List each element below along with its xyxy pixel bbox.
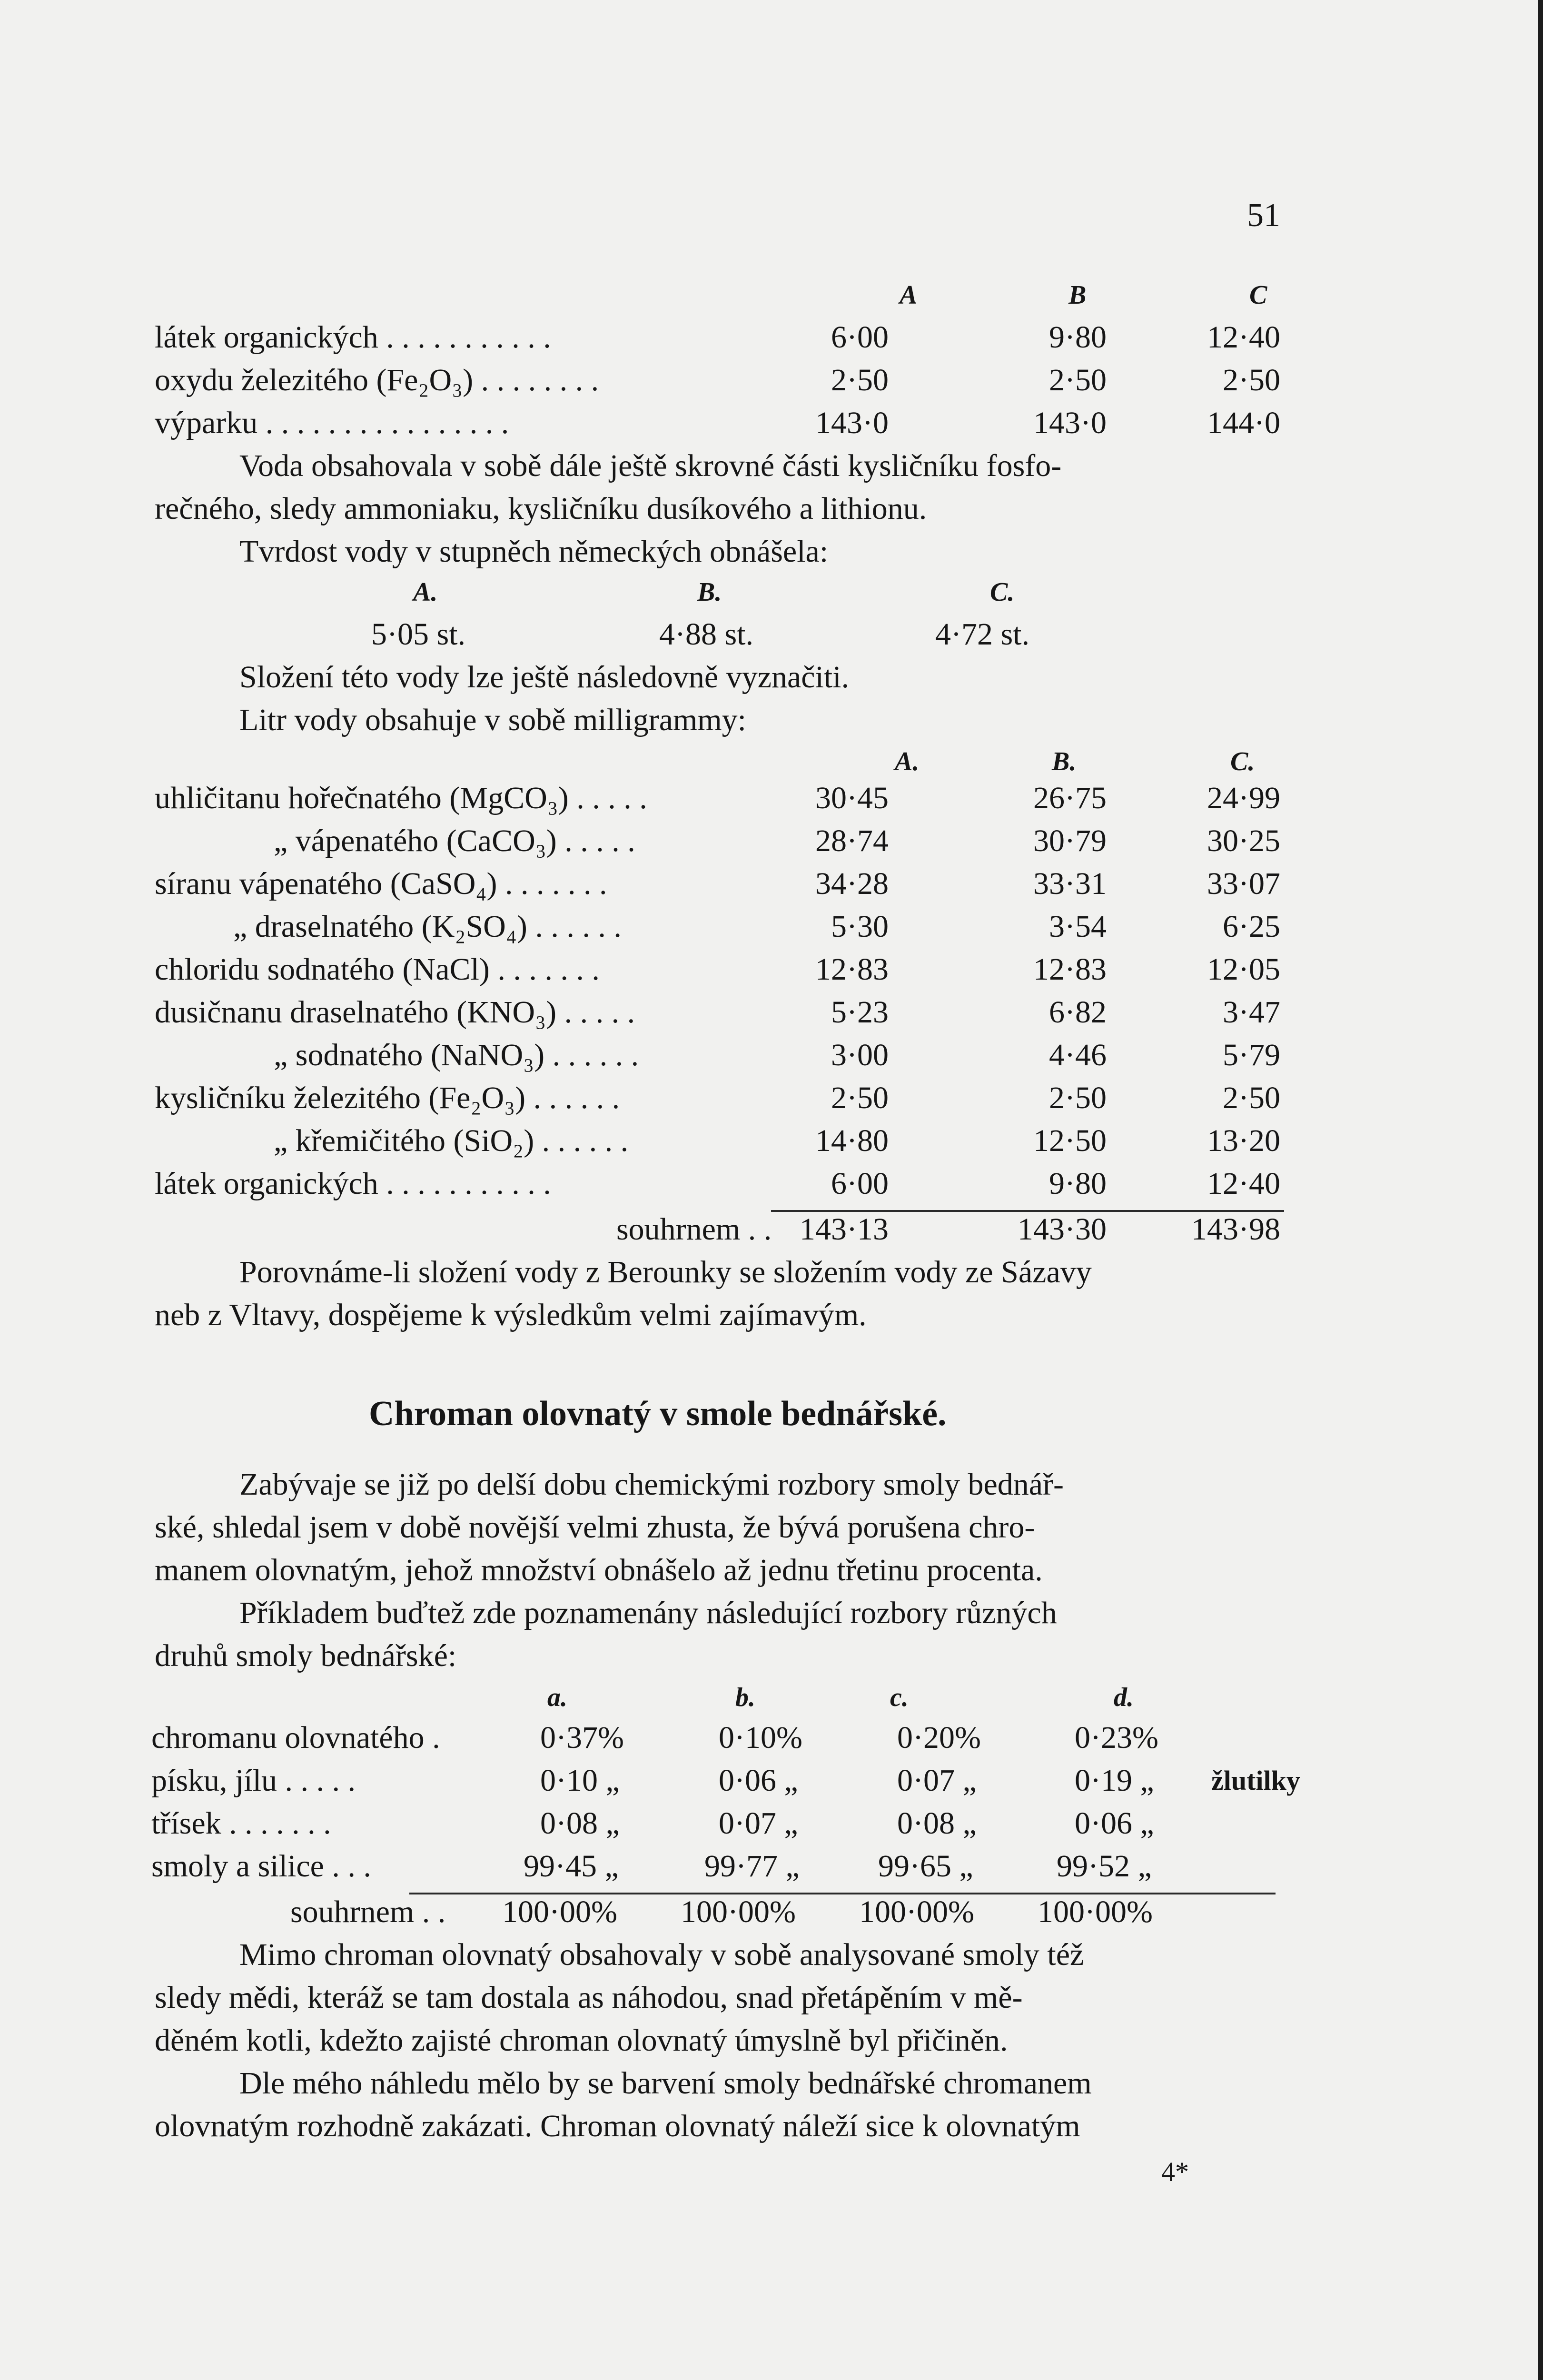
table-3-row-value-c: 0·07 „ xyxy=(897,1763,977,1798)
table-3-row-value-b: 0·10% xyxy=(719,1720,802,1755)
paragraph-line: olovnatým rozhodně zakázati. Chroman olovnatý náleží sice k olovnatým xyxy=(155,2109,1080,2143)
table-2-row-label: chloridu sodnatého (NaCl) . . . . . . . xyxy=(155,952,600,987)
table-3-row-value-a: 0·37% xyxy=(540,1720,624,1755)
table-3-row-value-d: 99·52 „ xyxy=(1057,1849,1152,1884)
table-2-row-label: „ křemičitého (SiO₂) . . . . . . xyxy=(274,1123,629,1158)
table-2-row-value-a: 6·00 xyxy=(831,1166,889,1201)
table-3-row-value-d: 0·06 „ xyxy=(1075,1806,1154,1841)
table-3-total-a: 100·00% xyxy=(502,1894,617,1929)
table-2-row-label: dusičnanu draselnatého (KNO₃) . . . . . xyxy=(155,995,635,1030)
table-2-row-label: „ draselnatého (K₂SO₄) . . . . . . xyxy=(233,909,622,944)
table-2-row-value-a: 28·74 xyxy=(815,823,889,858)
table-2-row-label: uhličitanu hořečnatého (MgCO₃) . . . . . xyxy=(155,781,647,815)
table-2-total-a: 143·13 xyxy=(800,1212,889,1247)
table-1-row-label: látek organických . . . . . . . . . . . xyxy=(155,320,551,355)
paragraph-line: sledy mědi, kteráž se tam dostala as náhodou, snad přetápěním v mě- xyxy=(155,1980,1023,2015)
table-2-row-value-c: 12·05 xyxy=(1207,952,1280,987)
table-2-row-value-c: 12·40 xyxy=(1207,1166,1280,1201)
table-1-row-value-c: 12·40 xyxy=(1207,320,1280,355)
table-3-row-value-c: 99·65 „ xyxy=(878,1849,973,1884)
table-2-row-value-b: 33·31 xyxy=(1033,866,1107,901)
paragraph-line: Dle mého náhledu mělo by se barvení smoly bednářské chromanem xyxy=(239,2066,1092,2101)
table-1-header-c: C xyxy=(1249,280,1267,310)
table-2-header-a: A. xyxy=(895,747,920,776)
table-2-row-value-b: 12·83 xyxy=(1033,952,1107,987)
table-2-row-value-a: 5·30 xyxy=(831,909,889,944)
table-2-row-value-a: 30·45 xyxy=(815,781,889,815)
table-2-row-value-b: 2·50 xyxy=(1049,1081,1107,1115)
table-3-row-label: smoly a silice . . . xyxy=(151,1849,371,1884)
hardness-value-b: 4·88 st. xyxy=(659,617,753,652)
table-3-row-label: chromanu olovnatého . xyxy=(151,1720,440,1755)
table-2-row-label: „ vápenatého (CaCO₃) . . . . . xyxy=(274,823,635,858)
table-1-row-value-a: 2·50 xyxy=(831,363,889,397)
table-1-row-label: oxydu železitého (Fe₂O₃) . . . . . . . . xyxy=(155,363,599,397)
paragraph-line: ské, shledal jsem v době novější velmi zhusta, že bývá porušena chro- xyxy=(155,1510,1035,1545)
table-2-row-value-c: 3·47 xyxy=(1223,995,1280,1030)
table-1-row-value-a: 143·0 xyxy=(815,406,889,440)
paragraph-line: Příkladem buďtež zde poznamenány následující rozbory různých xyxy=(239,1596,1057,1630)
table-2-row-label: látek organických . . . . . . . . . . . xyxy=(155,1166,551,1201)
paragraph-line: rečného, sledy ammoniaku, kysličníku dusíkového a lithionu. xyxy=(155,491,927,526)
table-2-total-label: souhrnem . . xyxy=(616,1212,772,1247)
table-2-row-value-b: 30·79 xyxy=(1033,823,1107,858)
table-1-row-value-c: 144·0 xyxy=(1207,406,1280,440)
table-2-row-value-b: 6·82 xyxy=(1049,995,1107,1030)
paragraph-line: Zabývaje se již po delší dobu chemickými rozbory smoly bednář- xyxy=(239,1467,1064,1502)
table-3-row-value-b: 0·06 „ xyxy=(719,1763,798,1798)
table-3-total-label: souhrnem . . xyxy=(290,1894,446,1929)
table-3-row-value-a: 0·08 „ xyxy=(540,1806,620,1841)
table-2-row-value-a: 2·50 xyxy=(831,1081,889,1115)
table-1-row-value-b: 2·50 xyxy=(1049,363,1107,397)
hardness-value-c: 4·72 st. xyxy=(935,617,1029,652)
table-3-header-d: d. xyxy=(1114,1683,1134,1712)
paragraph-line: druhů smoly bednářské: xyxy=(155,1638,457,1673)
table-1-row-value-c: 2·50 xyxy=(1223,363,1280,397)
table-1-header-b: B xyxy=(1068,280,1087,310)
table-3-row-value-a: 0·10 „ xyxy=(540,1763,620,1798)
table-3-row-value-c: 0·20% xyxy=(897,1720,981,1755)
composition-intro: Složení této vody lze ještě následovně vyznačiti. xyxy=(239,660,850,694)
table-2-row-value-c: 13·20 xyxy=(1207,1123,1280,1158)
table-2-row-label: „ sodnatého (NaNO₃) . . . . . . xyxy=(274,1038,639,1072)
table-3-header-c: c. xyxy=(890,1683,909,1712)
table-3-header-b: b. xyxy=(735,1683,755,1712)
paragraph-line: Voda obsahovala v sobě dále ještě skrovné části kysličníku fosfo- xyxy=(239,448,1062,483)
paragraph-line: Porovnáme-li složení vody z Berounky se složením vody ze Sázavy xyxy=(239,1255,1092,1289)
table-2-row-value-a: 14·80 xyxy=(815,1123,889,1158)
table-3-row-value-a: 99·45 „ xyxy=(524,1849,619,1884)
table-3-row-value-d: 0·23% xyxy=(1075,1720,1158,1755)
table-2-row-value-c: 2·50 xyxy=(1223,1081,1280,1115)
table-2-row-value-c: 5·79 xyxy=(1223,1038,1280,1072)
table-2-row-value-a: 3·00 xyxy=(831,1038,889,1072)
table-3-total-d: 100·00% xyxy=(1038,1894,1153,1929)
signature-mark: 4* xyxy=(1161,2156,1189,2187)
table-3-row-value-c: 0·08 „ xyxy=(897,1806,977,1841)
table-1-row-label: výparku . . . . . . . . . . . . . . . . xyxy=(155,406,509,440)
table-3-row-value-b: 99·77 „ xyxy=(704,1849,800,1884)
table-2-header-b: B. xyxy=(1052,747,1077,776)
table-2-row-value-a: 34·28 xyxy=(815,866,889,901)
table-3-total-c: 100·00% xyxy=(859,1894,974,1929)
table-3-row-value-b: 0·07 „ xyxy=(719,1806,798,1841)
table-2-header-c: C. xyxy=(1230,747,1255,776)
table-3-header-a: a. xyxy=(547,1683,567,1712)
paragraph-line: děném kotli, kdežto zajisté chroman olovnatý úmyslně byl přičiněn. xyxy=(155,2023,1008,2058)
page-number: 51 xyxy=(1247,197,1280,234)
table-2-row-value-a: 5·23 xyxy=(831,995,889,1030)
table-2-row-label: kysličníku železitého (Fe₂O₃) . . . . . . xyxy=(155,1081,620,1115)
table-2-row-value-b: 9·80 xyxy=(1049,1166,1107,1201)
table-1-row-value-b: 9·80 xyxy=(1049,320,1107,355)
table-1-row-value-b: 143·0 xyxy=(1033,406,1107,440)
table-1-row-value-a: 6·00 xyxy=(831,320,889,355)
table-2-row-value-c: 30·25 xyxy=(1207,823,1280,858)
table-2-row-label: síranu vápenatého (CaSO₄) . . . . . . . xyxy=(155,866,607,901)
section-heading: Chroman olovnatý v smole bednářské. xyxy=(369,1394,947,1433)
table-3-total-b: 100·00% xyxy=(681,1894,796,1929)
hardness-intro: Tvrdost vody v stupněch německých obnášela: xyxy=(239,534,829,569)
hardness-value-a: 5·05 st. xyxy=(371,617,465,652)
table-3-row-label: třísek . . . . . . . xyxy=(151,1806,331,1841)
table-2-row-value-b: 4·46 xyxy=(1049,1038,1107,1072)
table-2-row-value-b: 3·54 xyxy=(1049,909,1107,944)
table-2-row-value-c: 24·99 xyxy=(1207,781,1280,815)
table-3-row-label: písku, jílu . . . . . xyxy=(151,1763,356,1798)
table-2-row-value-c: 6·25 xyxy=(1223,909,1280,944)
table-1-header-a: A xyxy=(900,280,918,310)
hardness-header-b: B. xyxy=(697,577,722,607)
paragraph-line: Mimo chroman olovnatý obsahovaly v sobě analysované smoly též xyxy=(239,1937,1084,1972)
table-3-row-value-d: 0·19 „ xyxy=(1075,1763,1154,1798)
table-3-row-note: žlutilky xyxy=(1211,1765,1300,1796)
paragraph-line: manem olovnatým, jehož množství obnášelo až jednu třetinu procenta. xyxy=(155,1553,1043,1587)
hardness-header-a: A. xyxy=(413,577,438,607)
table-2-row-value-a: 12·83 xyxy=(815,952,889,987)
table-2-row-value-b: 26·75 xyxy=(1033,781,1107,815)
table-2-row-value-b: 12·50 xyxy=(1033,1123,1107,1158)
litr-intro: Litr vody obsahuje v sobě milligrammy: xyxy=(239,703,747,737)
hardness-header-c: C. xyxy=(990,577,1015,607)
paragraph-line: neb z Vltavy, dospějeme k výsledkům velmi zajímavým. xyxy=(155,1298,867,1332)
table-2-total-b: 143·30 xyxy=(1018,1212,1107,1247)
table-2-row-value-c: 33·07 xyxy=(1207,866,1280,901)
table-2-total-c: 143·98 xyxy=(1191,1212,1280,1247)
